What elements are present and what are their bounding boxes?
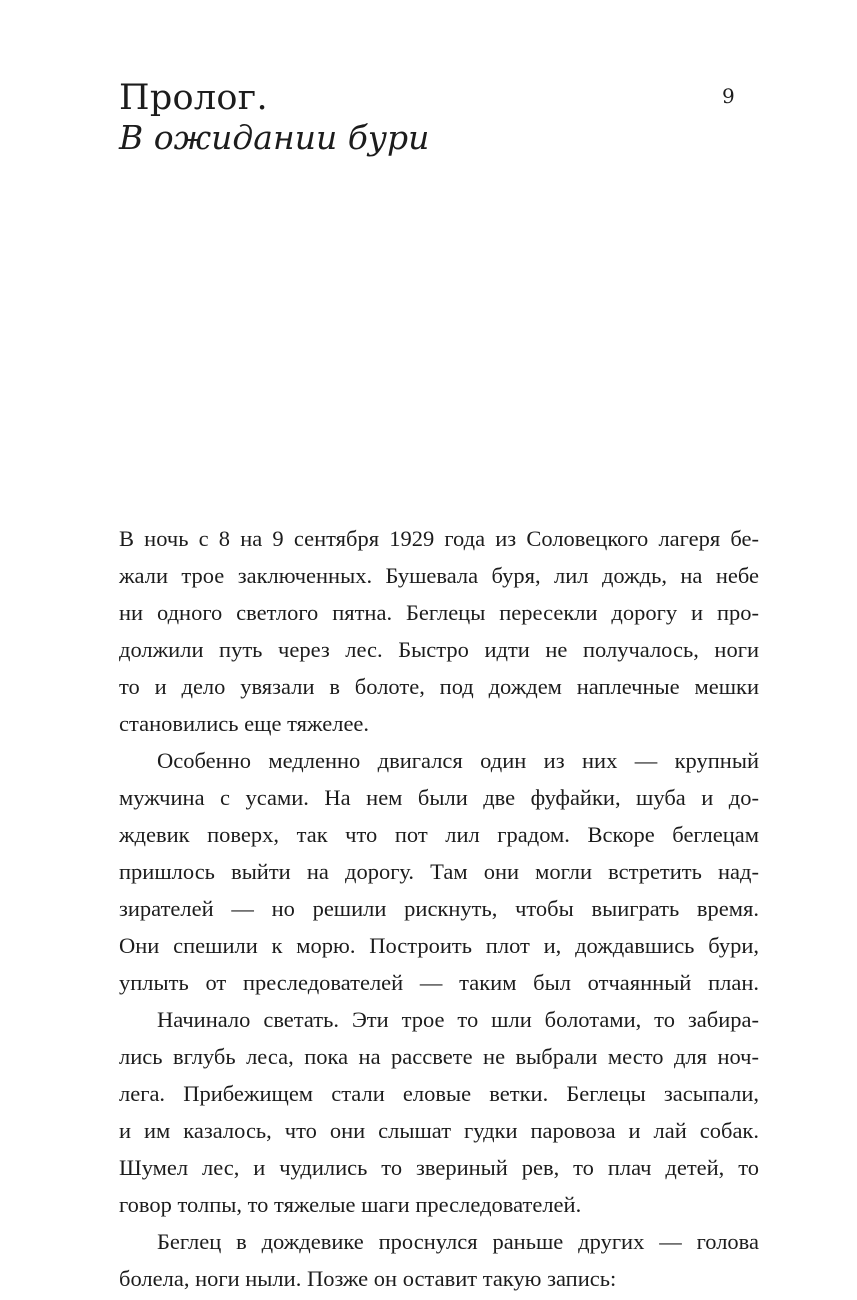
text-line: ни одного светлого пятна. Беглецы пересекли дорогу и про- [119, 600, 759, 625]
text-line: Они спешили к морю. Построить плот и, дождавшись бури, [119, 933, 759, 958]
text-line: Шумел лес, и чудились то звериный рев, то плач детей, то [119, 1155, 759, 1180]
text-line: и им казалось, что они слышат гудки паровоза и лай собак. [119, 1118, 759, 1143]
page-number: 9 [722, 84, 735, 108]
chapter-title: В ожидании бури [119, 118, 430, 157]
text-line: лега. Прибежищем стали еловые ветки. Беглецы засыпали, [119, 1081, 759, 1106]
body-text [119, 520, 759, 1297]
text-line: уплыть от преследователей — таким был отчаянный план. [119, 970, 759, 995]
text-line: Беглец в дождевике проснулся раньше других — голова [157, 1229, 759, 1254]
text-line: лись вглубь леса, пока на рассвете не выбрали место для ноч- [119, 1044, 759, 1069]
text-line: ждевик поверх, так что пот лил градом. Вскоре беглецам [119, 822, 759, 847]
chapter-label: Пролог. [119, 78, 268, 118]
text-line: мужчина с усами. На нем были две фуфайки, шуба и до- [119, 785, 759, 810]
text-line: зирателей — но решили рискнуть, чтобы выиграть время. [119, 896, 759, 921]
text-line: В ночь с 8 на 9 сентября 1929 года из Соловецкого лагеря бе- [119, 526, 759, 551]
text-line: болела, ноги ныли. Позже он оставит такую запись: [119, 1266, 617, 1291]
text-line: становились еще тяжелее. [119, 711, 370, 736]
chapter-heading [119, 78, 679, 158]
text-line: должили путь через лес. Быстро идти не получалось, ноги [119, 637, 759, 662]
text-line: говор толпы, то тяжелые шаги преследователей. [119, 1192, 582, 1217]
text-line: то и дело увязали в болоте, под дождем наплечные мешки [119, 674, 759, 699]
text-line: жали трое заключенных. Бушевала буря, лил дождь, на небе [119, 563, 759, 588]
text-line: Начинало светать. Эти трое то шли болотами, то забира- [157, 1007, 759, 1032]
text-line: пришлось выйти на дорогу. Там они могли встретить над- [119, 859, 759, 884]
text-line: Особенно медленно двигался один из них — крупный [157, 748, 759, 773]
